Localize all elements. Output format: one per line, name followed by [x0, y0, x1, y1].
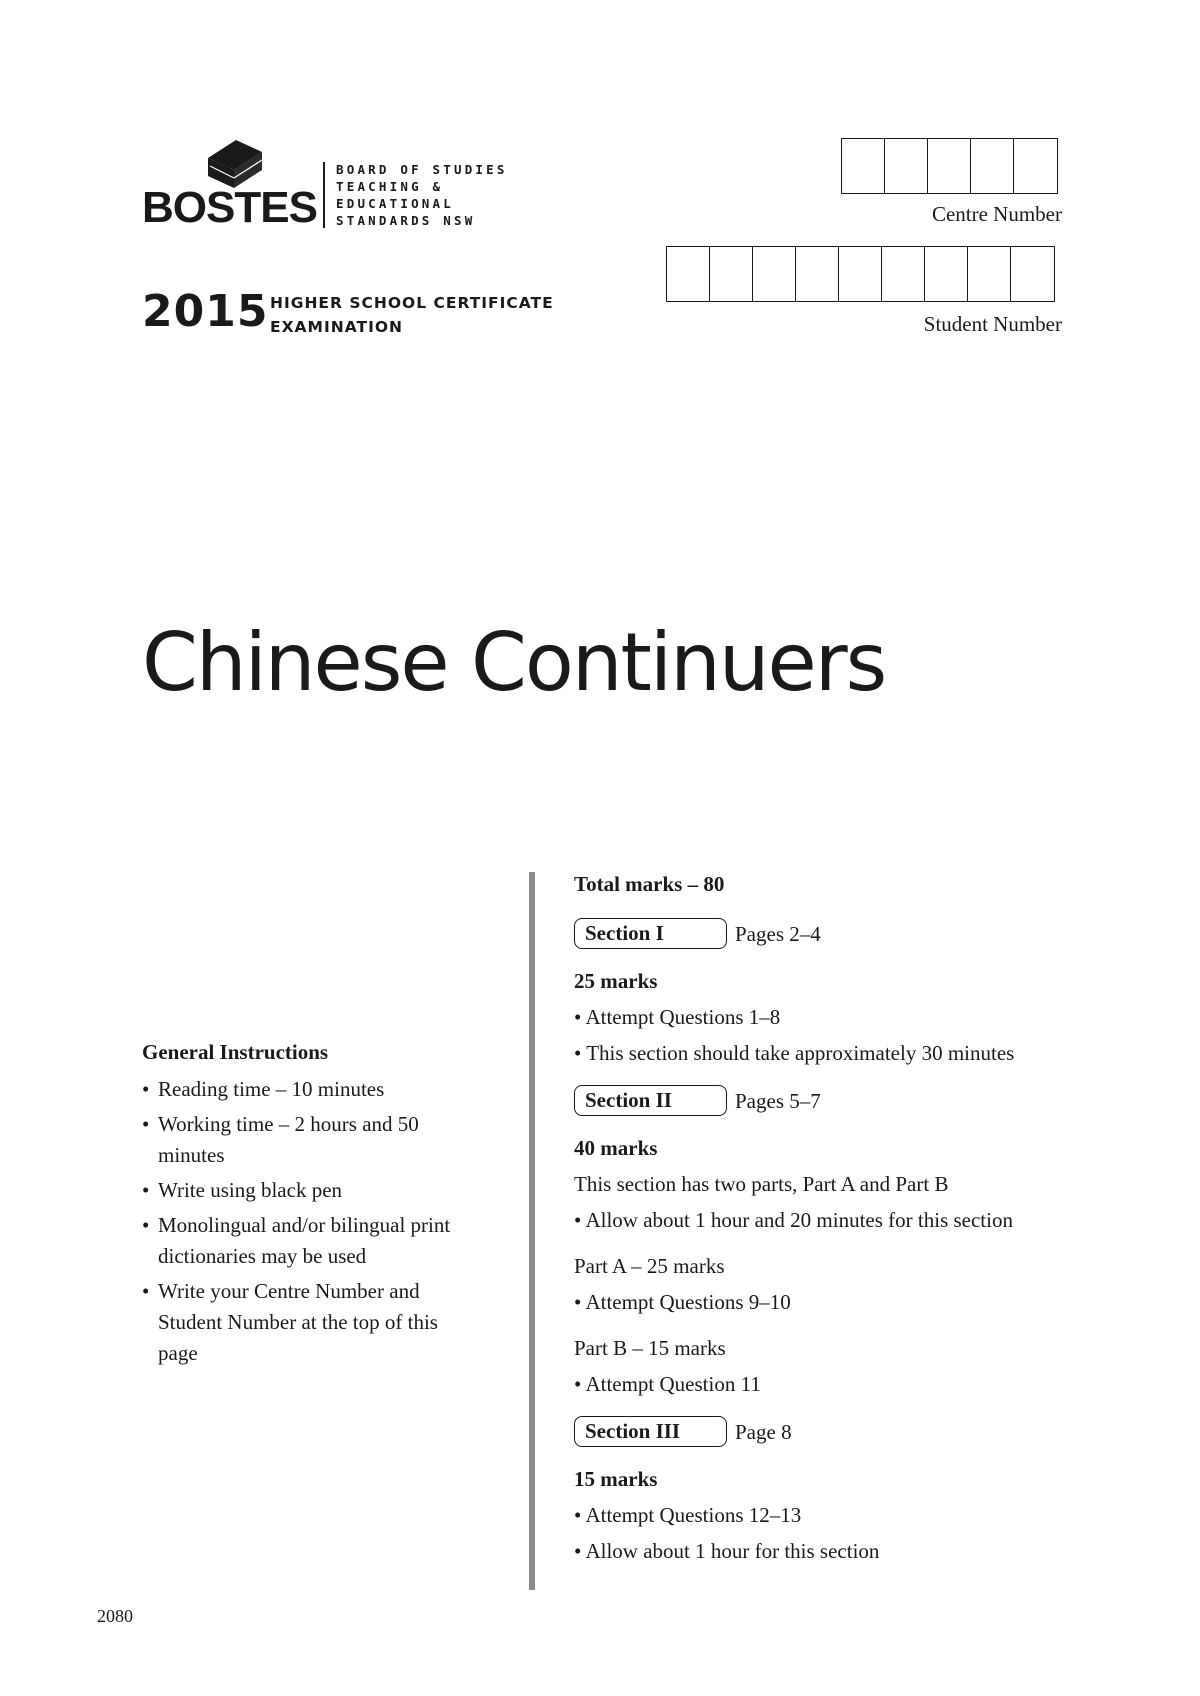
bullet-icon: • — [142, 1213, 150, 1237]
student-number-box[interactable] — [795, 246, 838, 302]
student-number-boxes[interactable] — [666, 246, 1055, 302]
board-line: BOARD OF STUDIES — [336, 162, 508, 177]
instruction-item — [142, 1074, 482, 1105]
section-1-pages: Pages 2–4 — [735, 921, 821, 946]
board-line: TEACHING & — [336, 179, 444, 194]
general-instructions — [142, 1038, 482, 1373]
instruction-item — [142, 1175, 482, 1206]
student-number-box[interactable] — [881, 246, 924, 302]
section-1-header — [574, 918, 1134, 949]
section-2-part-a-line: • Attempt Questions 9–10 — [574, 1290, 791, 1314]
student-number-box[interactable] — [1010, 246, 1055, 302]
instructions-heading: General Instructions — [142, 1040, 329, 1064]
exam-name — [270, 291, 554, 339]
bullet-icon: • — [142, 1112, 150, 1136]
logo-divider — [323, 162, 325, 228]
instruction-text: Monolingual and/or bilingual print dictionaries may be used — [158, 1213, 451, 1268]
student-number-box[interactable] — [752, 246, 795, 302]
exam-title: Chinese Continuers — [142, 616, 886, 709]
student-number-box[interactable] — [666, 246, 709, 302]
section-1-marks: 25 marks — [574, 969, 658, 993]
board-line: EDUCATIONAL — [336, 196, 454, 211]
section-1-line: • This section should take approximately 30 minutes — [574, 1041, 1015, 1065]
instruction-text: Reading time – 10 minutes — [158, 1077, 385, 1101]
student-number-box[interactable] — [924, 246, 967, 302]
bullet-icon: • — [142, 1077, 150, 1101]
student-number-label: Student Number — [923, 312, 1062, 336]
instruction-item — [142, 1276, 482, 1369]
section-3-line: • Attempt Questions 12–13 — [574, 1503, 802, 1527]
board-line: STANDARDS NSW — [336, 213, 476, 228]
centre-number-box[interactable] — [970, 138, 1013, 194]
total-marks: Total marks – 80 — [574, 872, 725, 896]
page-code: 2080 — [97, 1606, 133, 1626]
exam-name-line: HIGHER SCHOOL CERTIFICATE — [270, 294, 554, 312]
centre-number-boxes[interactable] — [841, 138, 1058, 194]
section-2-part-b: Part B – 15 marks — [574, 1336, 726, 1360]
centre-number-box[interactable] — [841, 138, 884, 194]
section-3-badge: Section III — [574, 1416, 727, 1447]
centre-number-box[interactable] — [927, 138, 970, 194]
marks-summary — [574, 870, 1134, 1573]
section-2-allow: • Allow about 1 hour and 20 minutes for this section — [574, 1208, 1013, 1232]
section-2-badge: Section II — [574, 1085, 727, 1116]
instruction-text: Write using black pen — [158, 1178, 343, 1202]
instruction-text: Write your Centre Number and Student Number at the top of this page — [158, 1279, 438, 1365]
section-2-marks: 40 marks — [574, 1136, 658, 1160]
section-1-badge: Section I — [574, 918, 727, 949]
student-number-box[interactable] — [838, 246, 881, 302]
centre-number-label: Centre Number — [931, 202, 1062, 226]
section-3-marks: 15 marks — [574, 1467, 658, 1491]
instruction-text: Working time – 2 hours and 50 minutes — [158, 1112, 419, 1167]
instruction-item — [142, 1210, 482, 1272]
student-number-box[interactable] — [709, 246, 752, 302]
section-3-pages: Page 8 — [735, 1419, 792, 1444]
student-number-box[interactable] — [967, 246, 1010, 302]
centre-number-box[interactable] — [884, 138, 927, 194]
exam-year: 2015 — [142, 286, 269, 337]
instruction-item — [142, 1109, 482, 1171]
section-1-line: • Attempt Questions 1–8 — [574, 1005, 781, 1029]
section-2-part-a: Part A – 25 marks — [574, 1254, 725, 1278]
bullet-icon: • — [142, 1178, 150, 1202]
section-2-header — [574, 1085, 1134, 1116]
bullet-icon: • — [142, 1279, 150, 1303]
section-2-part-b-line: • Attempt Question 11 — [574, 1372, 761, 1396]
section-2-pages: Pages 5–7 — [735, 1088, 821, 1113]
section-3-line: • Allow about 1 hour for this section — [574, 1539, 880, 1563]
board-name — [336, 161, 536, 229]
section-3-header — [574, 1416, 1134, 1447]
logo-wordmark: BOSTES — [142, 183, 317, 232]
column-divider — [529, 872, 535, 1590]
exam-name-line: EXAMINATION — [270, 318, 403, 336]
section-2-intro: This section has two parts, Part A and Part B — [574, 1172, 949, 1196]
centre-number-box[interactable] — [1013, 138, 1058, 194]
